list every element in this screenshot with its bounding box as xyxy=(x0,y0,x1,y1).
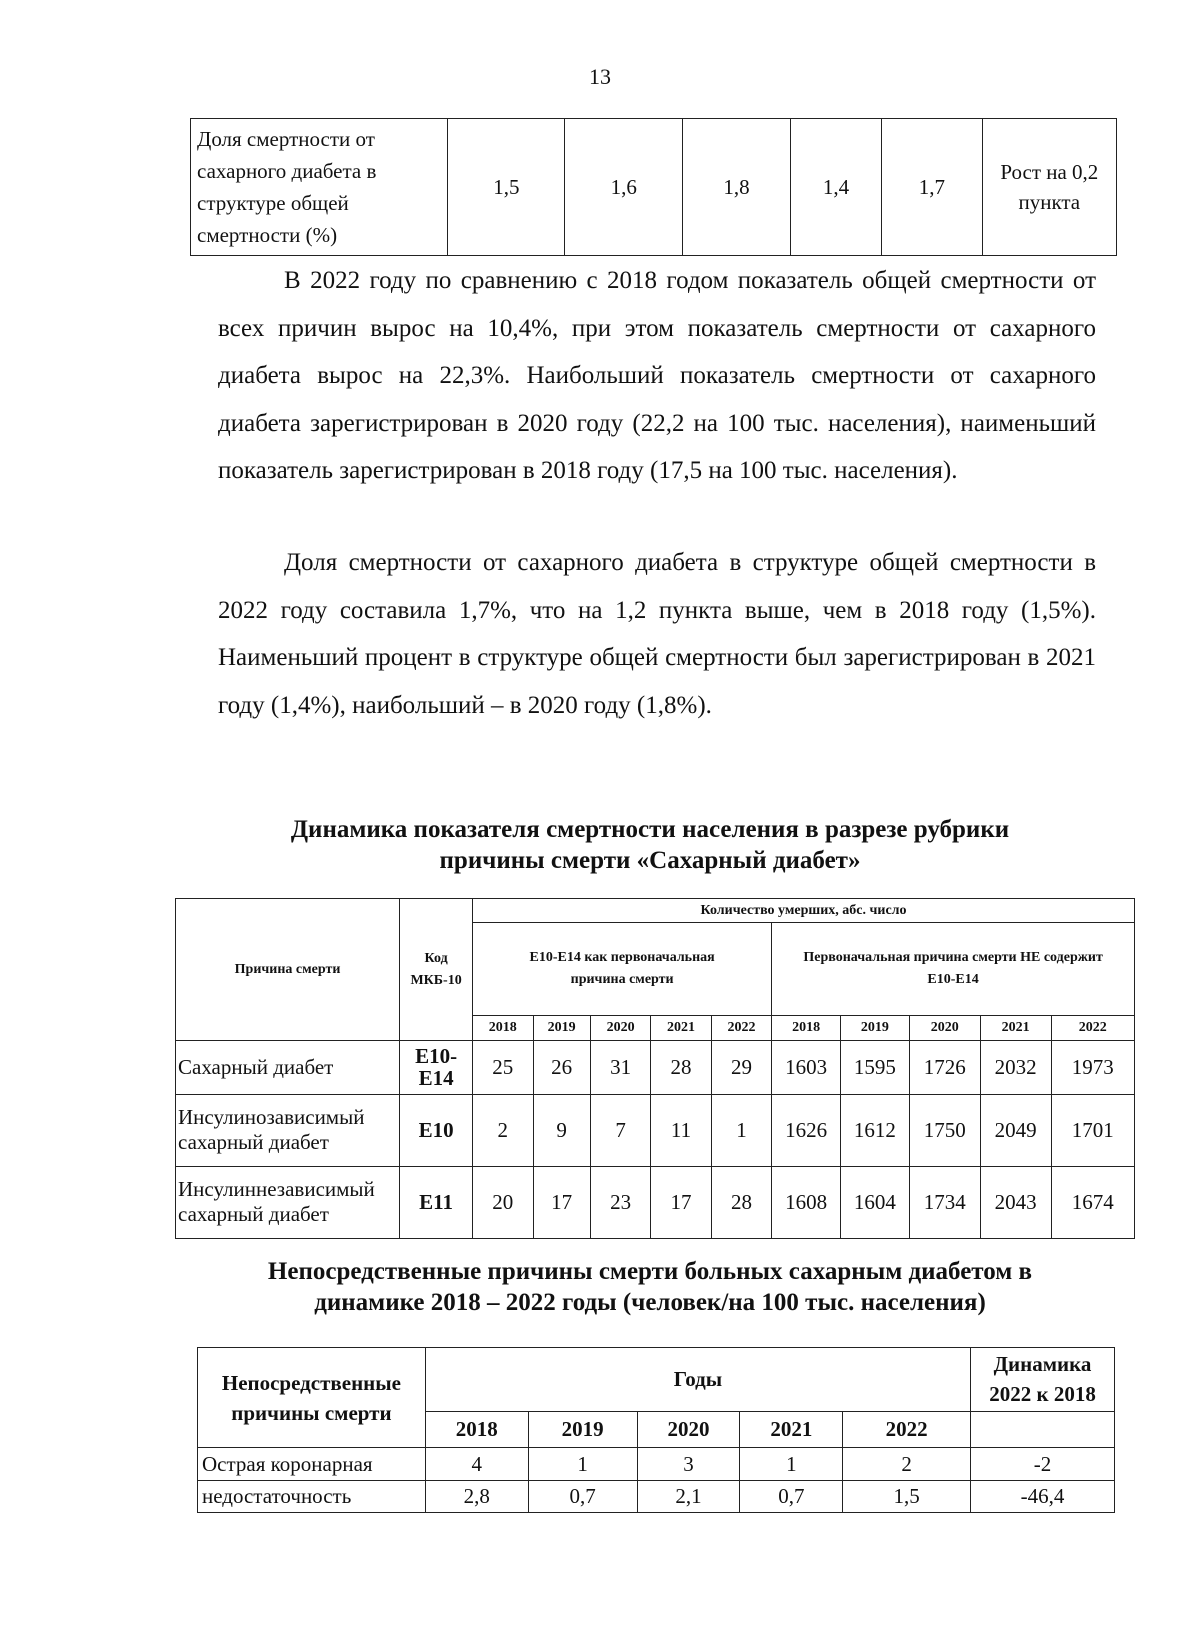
value-cell: 23 xyxy=(590,1166,650,1238)
value-cell: 25 xyxy=(473,1041,533,1094)
row-label: Доля смертности от сахарного диабета в структуре общей смертности (%) xyxy=(191,119,448,256)
value-cell: 7 xyxy=(590,1094,650,1166)
value-cell: 4 xyxy=(425,1448,528,1480)
value-cell: 17 xyxy=(533,1166,590,1238)
value-cell: 1603 xyxy=(772,1041,841,1094)
year-header: 2022 xyxy=(843,1411,971,1448)
year-header: 2018 xyxy=(473,1015,533,1041)
dynamics-cell: -2 xyxy=(971,1448,1115,1480)
immediate-causes-table xyxy=(197,1347,1115,1513)
value-cell: 2049 xyxy=(980,1094,1051,1166)
value-2020: 1,8 xyxy=(683,119,791,256)
cause-cell: Инсулинозависимый сахарный диабет xyxy=(176,1094,400,1166)
value-2018: 1,5 xyxy=(448,119,565,256)
value-cell: 2 xyxy=(843,1448,971,1480)
year-header: 2021 xyxy=(651,1015,711,1041)
value-cell: 2043 xyxy=(980,1166,1051,1238)
cause-cell: недостаточность xyxy=(198,1480,426,1512)
value-2021: 1,4 xyxy=(790,119,881,256)
year-header: 2021 xyxy=(980,1015,1051,1041)
value-cell: 28 xyxy=(711,1166,771,1238)
page-number: 13 xyxy=(589,64,611,89)
share-mortality-table xyxy=(190,118,1117,256)
value-2022: 1,7 xyxy=(882,119,982,256)
header-row xyxy=(198,1348,1115,1412)
value-cell: 3 xyxy=(637,1448,740,1480)
mortality-table-title: Динамика показателя смертности населения в разрезе рубрики причины смерти «Сахарный диабет» xyxy=(290,816,1010,874)
value-cell: 1612 xyxy=(841,1094,910,1166)
value-cell: 26 xyxy=(533,1041,590,1094)
value-cell: 28 xyxy=(651,1041,711,1094)
header-group-not-primary: Первоначальная причина смерти НЕ содержит Е10-Е14 xyxy=(772,923,1135,1015)
header-code: Код МКБ-10 xyxy=(400,899,473,1041)
table-row xyxy=(176,1041,1135,1094)
empty-header xyxy=(971,1411,1115,1448)
header-dynamics: Динамика 2022 к 2018 xyxy=(971,1348,1115,1412)
header-cause: Причина смерти xyxy=(176,899,400,1041)
change-cell: Рост на 0,2 пункта xyxy=(982,119,1116,256)
value-cell: 0,7 xyxy=(740,1480,843,1512)
cause-cell: Инсулиннезависимый сахарный диабет xyxy=(176,1166,400,1238)
header-row xyxy=(176,899,1135,923)
value-cell: 9 xyxy=(533,1094,590,1166)
value-cell: 29 xyxy=(711,1041,771,1094)
immediate-causes-title: Непосредственные причины смерти больных сахарным диабетом в динамике 2018 – 2022 годы (человек/на 100 тыс. населения) xyxy=(267,1258,1033,1316)
header-group-primary: Е10-Е14 как первоначальная причина смерти xyxy=(473,923,772,1015)
value-cell: 11 xyxy=(651,1094,711,1166)
value-cell: 1734 xyxy=(909,1166,980,1238)
cause-cell: Сахарный диабет xyxy=(176,1041,400,1094)
value-cell: 1701 xyxy=(1051,1094,1134,1166)
value-cell: 1750 xyxy=(909,1094,980,1166)
header-years: Годы xyxy=(425,1348,970,1412)
value-cell: 0,7 xyxy=(528,1480,637,1512)
value-cell: 2,1 xyxy=(637,1480,740,1512)
code-cell: Е10-Е14 xyxy=(400,1041,473,1094)
value-cell: 2,8 xyxy=(425,1480,528,1512)
value-cell: 1 xyxy=(528,1448,637,1480)
value-cell: 1 xyxy=(711,1094,771,1166)
value-cell: 1973 xyxy=(1051,1041,1134,1094)
value-cell: 1608 xyxy=(772,1166,841,1238)
value-cell: 1674 xyxy=(1051,1166,1134,1238)
value-cell: 1626 xyxy=(772,1094,841,1166)
paragraph-1: В 2022 году по сравнению с 2018 годом показатель общей смертности от всех причин вырос на 10,4%, при этом показатель смертности от сахарного диабета вырос на 22,3%. Наибольший показатель смертности от сахарного диабета зарегистрирован в 2020 году (22,2 на 100 тыс. населения), наименьший показатель зарегистрирован в 2018 году (17,5 на 100 тыс. населения). xyxy=(218,267,1096,484)
value-2019: 1,6 xyxy=(565,119,683,256)
value-cell: 1,5 xyxy=(843,1480,971,1512)
table-row xyxy=(198,1480,1115,1512)
year-header: 2018 xyxy=(425,1411,528,1448)
year-header: 2020 xyxy=(590,1015,650,1041)
year-header: 2020 xyxy=(637,1411,740,1448)
paragraph-2: Доля смертности от сахарного диабета в структуре общей смертности в 2022 году составила 1,7%, что на 1,2 пункта выше, чем в 2018 году (1,5%). Наименьший процент в структуре общей смертности был зарегистрирован в 2021 году (1,4%), наибольший – в 2020 году (1,8%). xyxy=(218,549,1096,719)
year-header: 2021 xyxy=(740,1411,843,1448)
year-header: 2022 xyxy=(1051,1015,1134,1041)
year-header: 2018 xyxy=(772,1015,841,1041)
code-cell: Е10 xyxy=(400,1094,473,1166)
year-header: 2022 xyxy=(711,1015,771,1041)
header-cause: Непосредственные причины смерти xyxy=(198,1348,426,1448)
value-cell: 1604 xyxy=(841,1166,910,1238)
cause-cell: Острая коронарная xyxy=(198,1448,426,1480)
year-header: 2019 xyxy=(533,1015,590,1041)
value-cell: 31 xyxy=(590,1041,650,1094)
value-cell: 17 xyxy=(651,1166,711,1238)
year-header: 2019 xyxy=(841,1015,910,1041)
value-cell: 1595 xyxy=(841,1041,910,1094)
year-header: 2019 xyxy=(528,1411,637,1448)
year-header: 2020 xyxy=(909,1015,980,1041)
table-row xyxy=(191,119,1117,256)
value-cell: 1 xyxy=(740,1448,843,1480)
table-row xyxy=(176,1094,1135,1166)
value-cell: 2032 xyxy=(980,1041,1051,1094)
code-cell: Е11 xyxy=(400,1166,473,1238)
value-cell: 1726 xyxy=(909,1041,980,1094)
table-row xyxy=(198,1448,1115,1480)
value-cell: 20 xyxy=(473,1166,533,1238)
dynamics-cell: -46,4 xyxy=(971,1480,1115,1512)
mortality-table xyxy=(175,898,1135,1239)
header-count: Количество умерших, абс. число xyxy=(473,899,1135,923)
value-cell: 2 xyxy=(473,1094,533,1166)
table-row xyxy=(176,1166,1135,1238)
